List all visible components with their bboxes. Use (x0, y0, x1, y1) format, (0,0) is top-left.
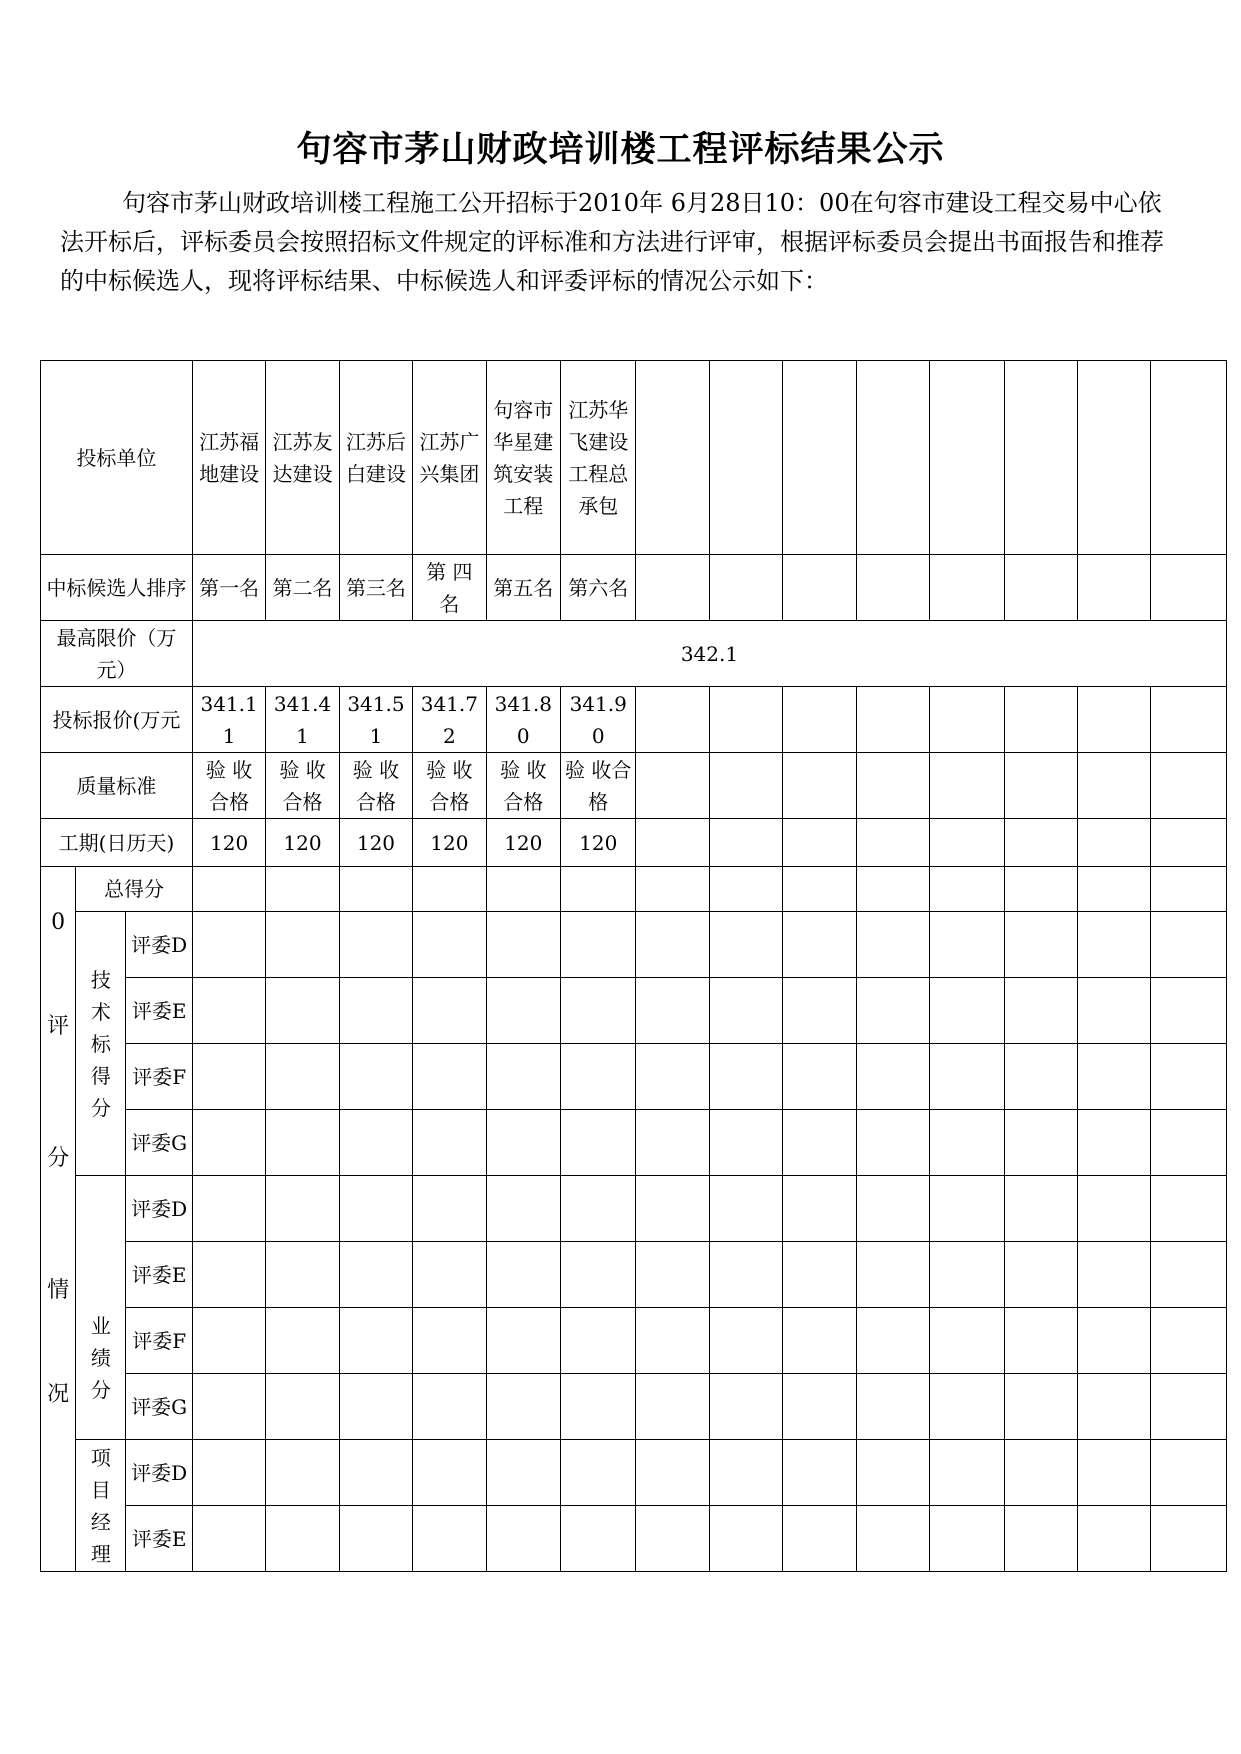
duration-cell: 120 (561, 819, 636, 867)
empty-cell (1077, 1044, 1150, 1110)
empty-cell (856, 753, 929, 819)
empty-cell (561, 1242, 636, 1308)
empty-cell (636, 1044, 709, 1110)
empty-cell (856, 1440, 929, 1506)
empty-cell (709, 1308, 782, 1374)
duration-label: 工期(日历天) (41, 819, 193, 867)
empty-cell (709, 555, 782, 621)
empty-cell (856, 912, 929, 978)
empty-cell (1151, 753, 1227, 819)
empty-cell (1151, 819, 1227, 867)
empty-cell (1151, 912, 1227, 978)
empty-cell (930, 1308, 1004, 1374)
empty-cell (1004, 1440, 1077, 1506)
empty-cell (636, 753, 709, 819)
bid-price-cell: 341.72 (413, 687, 486, 753)
empty-cell (1004, 687, 1077, 753)
empty-cell (266, 867, 339, 912)
empty-cell (856, 1308, 929, 1374)
empty-cell (413, 1506, 486, 1572)
empty-cell (192, 1374, 265, 1440)
bidder-name: 江苏广兴集团 (413, 361, 486, 555)
empty-cell (856, 1044, 929, 1110)
empty-cell (1077, 1110, 1150, 1176)
bidder-name: 句容市华星建筑安装工程 (486, 361, 560, 555)
empty-cell (1004, 753, 1077, 819)
empty-cell (339, 1374, 412, 1440)
rank-cell: 第一名 (192, 555, 265, 621)
empty-cell (636, 1374, 709, 1440)
empty-cell (783, 912, 856, 978)
empty-cell (266, 978, 339, 1044)
section-char: 0 (51, 910, 66, 935)
empty-cell (709, 1110, 782, 1176)
empty-cell (856, 1110, 929, 1176)
max-price-value: 342.1 (192, 621, 1226, 687)
empty-cell (636, 1308, 709, 1374)
empty-cell (1151, 1506, 1227, 1572)
empty-cell (266, 1506, 339, 1572)
empty-cell (783, 1110, 856, 1176)
empty-cell (636, 978, 709, 1044)
empty-cell (1151, 555, 1227, 621)
max-price-row (41, 621, 1227, 687)
section-char: 评 (47, 1014, 70, 1039)
empty-cell (413, 1110, 486, 1176)
empty-cell (709, 1506, 782, 1572)
empty-cell (339, 1044, 412, 1110)
empty-cell (486, 1440, 560, 1506)
empty-cell (266, 1110, 339, 1176)
empty-cell (1004, 819, 1077, 867)
empty-cell (709, 1242, 782, 1308)
empty-cell (783, 819, 856, 867)
empty-cell (1077, 1176, 1150, 1242)
empty-cell (266, 1044, 339, 1110)
empty-cell (561, 1374, 636, 1440)
project-manager-text: 项目经理 (90, 1445, 111, 1566)
perf-judge-row (41, 1308, 1227, 1374)
total-score-row (41, 867, 1227, 912)
bidders-label: 投标单位 (41, 361, 193, 555)
empty-cell (709, 687, 782, 753)
empty-cell (636, 555, 709, 621)
quality-cell: 验 收合格 (192, 753, 265, 819)
empty-cell (930, 1176, 1004, 1242)
empty-cell (339, 1440, 412, 1506)
empty-cell (930, 361, 1004, 555)
empty-cell (930, 819, 1004, 867)
empty-cell (486, 1242, 560, 1308)
judge-label: 评委E (126, 978, 192, 1044)
empty-cell (1077, 1308, 1150, 1374)
quality-row (41, 753, 1227, 819)
empty-cell (783, 1308, 856, 1374)
empty-cell (1004, 867, 1077, 912)
empty-cell (856, 361, 929, 555)
duration-row (41, 819, 1227, 867)
empty-cell (486, 1374, 560, 1440)
bidder-name: 江苏友达建设 (266, 361, 339, 555)
empty-cell (1077, 1506, 1150, 1572)
bid-price-cell: 341.80 (486, 687, 560, 753)
section-char: 分 (47, 1146, 70, 1171)
empty-cell (1077, 1242, 1150, 1308)
empty-cell (636, 1506, 709, 1572)
bid-price-label: 投标报价(万元 (41, 687, 193, 753)
empty-cell (339, 867, 412, 912)
empty-cell (709, 1044, 782, 1110)
empty-cell (1077, 1374, 1150, 1440)
empty-cell (783, 1176, 856, 1242)
empty-cell (930, 687, 1004, 753)
empty-cell (930, 867, 1004, 912)
section-char: 情 (47, 1278, 70, 1303)
empty-cell (636, 1176, 709, 1242)
bid-price-cell: 341.90 (561, 687, 636, 753)
empty-cell (1004, 1374, 1077, 1440)
empty-cell (561, 867, 636, 912)
empty-cell (339, 1176, 412, 1242)
quality-cell: 验 收合格 (266, 753, 339, 819)
empty-cell (636, 912, 709, 978)
empty-cell (1151, 1308, 1227, 1374)
bid-results-table (40, 360, 1227, 1572)
judge-label: 评委G (126, 1110, 192, 1176)
rank-row (41, 555, 1227, 621)
empty-cell (1077, 819, 1150, 867)
empty-cell (856, 1374, 929, 1440)
duration-cell: 120 (266, 819, 339, 867)
empty-cell (709, 912, 782, 978)
empty-cell (930, 1506, 1004, 1572)
empty-cell (266, 1176, 339, 1242)
empty-cell (930, 1242, 1004, 1308)
quality-cell: 验 收合格 (413, 753, 486, 819)
empty-cell (1151, 1374, 1227, 1440)
empty-cell (930, 1044, 1004, 1110)
empty-cell (486, 1506, 560, 1572)
manager-judge-row (41, 1506, 1227, 1572)
empty-cell (709, 867, 782, 912)
rank-cell: 第 四名 (413, 555, 486, 621)
empty-cell (856, 867, 929, 912)
empty-cell (192, 1506, 265, 1572)
empty-cell (636, 1440, 709, 1506)
empty-cell (192, 978, 265, 1044)
empty-cell (192, 912, 265, 978)
empty-cell (339, 1506, 412, 1572)
rank-cell: 第五名 (486, 555, 560, 621)
empty-cell (561, 1044, 636, 1110)
empty-cell (192, 1176, 265, 1242)
empty-cell (486, 1176, 560, 1242)
empty-cell (636, 687, 709, 753)
empty-cell (636, 361, 709, 555)
empty-cell (783, 1242, 856, 1308)
empty-cell (266, 1440, 339, 1506)
tech-judge-row (41, 978, 1227, 1044)
empty-cell (339, 1242, 412, 1308)
empty-cell (783, 1440, 856, 1506)
empty-cell (856, 687, 929, 753)
empty-cell (783, 555, 856, 621)
empty-cell (1077, 555, 1150, 621)
empty-cell (1004, 1308, 1077, 1374)
rank-label: 中标候选人排序 (41, 555, 193, 621)
empty-cell (1004, 978, 1077, 1044)
empty-cell (636, 1110, 709, 1176)
performance-score-label (76, 1176, 126, 1440)
manager-judge-row (41, 1440, 1227, 1506)
bid-price-row (41, 687, 1227, 753)
judge-label: 评委F (126, 1308, 192, 1374)
empty-cell (1077, 753, 1150, 819)
empty-cell (783, 361, 856, 555)
empty-cell (709, 1374, 782, 1440)
empty-cell (1077, 361, 1150, 555)
empty-cell (561, 912, 636, 978)
perf-judge-row (41, 1242, 1227, 1308)
empty-cell (1004, 1044, 1077, 1110)
perf-judge-row (41, 1176, 1227, 1242)
tech-score-text: 技术标得分 (90, 967, 111, 1120)
empty-cell (192, 1308, 265, 1374)
bidder-name: 江苏后白建设 (339, 361, 412, 555)
empty-cell (486, 912, 560, 978)
rank-cell: 第六名 (561, 555, 636, 621)
empty-cell (561, 1506, 636, 1572)
empty-cell (1077, 978, 1150, 1044)
empty-cell (930, 555, 1004, 621)
empty-cell (783, 1374, 856, 1440)
empty-cell (856, 978, 929, 1044)
empty-cell (561, 1440, 636, 1506)
empty-cell (856, 555, 929, 621)
tech-judge-row (41, 1110, 1227, 1176)
project-manager-label (76, 1440, 126, 1572)
empty-cell (930, 912, 1004, 978)
empty-cell (413, 912, 486, 978)
empty-cell (266, 912, 339, 978)
duration-cell: 120 (486, 819, 560, 867)
empty-cell (413, 1176, 486, 1242)
empty-cell (413, 867, 486, 912)
empty-cell (783, 1044, 856, 1110)
empty-cell (1004, 912, 1077, 978)
empty-cell (486, 1110, 560, 1176)
empty-cell (1151, 1242, 1227, 1308)
empty-cell (1004, 555, 1077, 621)
empty-cell (930, 1440, 1004, 1506)
empty-cell (266, 1242, 339, 1308)
section-char: 况 (47, 1382, 70, 1407)
empty-cell (413, 1044, 486, 1110)
empty-cell (1151, 1176, 1227, 1242)
bid-price-cell: 341.11 (192, 687, 265, 753)
empty-cell (930, 1374, 1004, 1440)
bidders-row (41, 361, 1227, 555)
empty-cell (1004, 1110, 1077, 1176)
empty-cell (1077, 867, 1150, 912)
empty-cell (1077, 1440, 1150, 1506)
empty-cell (856, 819, 929, 867)
empty-cell (1004, 1242, 1077, 1308)
bid-price-cell: 341.41 (266, 687, 339, 753)
empty-cell (561, 1308, 636, 1374)
judge-label: 评委F (126, 1044, 192, 1110)
duration-cell: 120 (192, 819, 265, 867)
empty-cell (856, 1242, 929, 1308)
empty-cell (266, 1374, 339, 1440)
empty-cell (486, 1308, 560, 1374)
judge-label: 评委E (126, 1506, 192, 1572)
empty-cell (266, 1308, 339, 1374)
empty-cell (486, 1044, 560, 1110)
empty-cell (413, 1440, 486, 1506)
bid-price-cell: 341.51 (339, 687, 412, 753)
duration-cell: 120 (413, 819, 486, 867)
quality-cell: 验 收合格 (486, 753, 560, 819)
quality-label: 质量标准 (41, 753, 193, 819)
empty-cell (413, 1242, 486, 1308)
empty-cell (709, 819, 782, 867)
empty-cell (561, 1176, 636, 1242)
judge-label: 评委E (126, 1242, 192, 1308)
empty-cell (1004, 1506, 1077, 1572)
empty-cell (709, 1440, 782, 1506)
perf-judge-row (41, 1374, 1227, 1440)
empty-cell (1151, 687, 1227, 753)
empty-cell (930, 978, 1004, 1044)
empty-cell (709, 1176, 782, 1242)
empty-cell (413, 1374, 486, 1440)
empty-cell (339, 1110, 412, 1176)
quality-cell: 验 收合格 (561, 753, 636, 819)
empty-cell (1004, 1176, 1077, 1242)
empty-cell (1004, 361, 1077, 555)
empty-cell (339, 1308, 412, 1374)
performance-score-text: 业绩分 (90, 1313, 111, 1402)
empty-cell (192, 1440, 265, 1506)
empty-cell (561, 1110, 636, 1176)
judge-label: 评委D (126, 1440, 192, 1506)
tech-judge-row (41, 1044, 1227, 1110)
empty-cell (783, 1506, 856, 1572)
empty-cell (930, 1110, 1004, 1176)
total-score-label: 总得分 (76, 867, 193, 912)
empty-cell (1151, 1044, 1227, 1110)
intro-paragraph: 句容市茅山财政培训楼工程施工公开招标于2010年 6月28日10：00在句容市建设工程交易中心依法开标后，评标委员会按照招标文件规定的评标准和方法进行评审，根据评标委员会提出书面报告和推荐的中标候选人，现将评标结果、中标候选人和评委评标的情况公示如下： (60, 189, 1164, 295)
tech-judge-row (41, 912, 1227, 978)
bidder-name: 江苏福地建设 (192, 361, 265, 555)
empty-cell (856, 1506, 929, 1572)
empty-cell (856, 1176, 929, 1242)
empty-cell (192, 1044, 265, 1110)
empty-cell (783, 867, 856, 912)
empty-cell (930, 753, 1004, 819)
empty-cell (783, 753, 856, 819)
empty-cell (636, 1242, 709, 1308)
empty-cell (192, 1110, 265, 1176)
rank-cell: 第二名 (266, 555, 339, 621)
empty-cell (636, 819, 709, 867)
empty-cell (709, 978, 782, 1044)
empty-cell (192, 1242, 265, 1308)
max-price-label: 最高限价（万元） (41, 621, 193, 687)
empty-cell (561, 978, 636, 1044)
empty-cell (783, 978, 856, 1044)
empty-cell (709, 361, 782, 555)
empty-cell (413, 1308, 486, 1374)
empty-cell (339, 912, 412, 978)
rank-cell: 第三名 (339, 555, 412, 621)
empty-cell (636, 867, 709, 912)
judge-label: 评委D (126, 1176, 192, 1242)
judge-label: 评委G (126, 1374, 192, 1440)
duration-cell: 120 (339, 819, 412, 867)
tech-score-label (76, 912, 126, 1176)
judge-label: 评委D (126, 912, 192, 978)
empty-cell (1151, 1440, 1227, 1506)
page-title: 句容市茅山财政培训楼工程评标结果公示 (296, 130, 945, 170)
empty-cell (1151, 361, 1227, 555)
quality-cell: 验 收合格 (339, 753, 412, 819)
bidder-name: 江苏华飞建设工程总承包 (561, 361, 636, 555)
empty-cell (709, 753, 782, 819)
empty-cell (486, 867, 560, 912)
empty-cell (1151, 978, 1227, 1044)
empty-cell (1151, 1110, 1227, 1176)
section-label-scoring (41, 867, 76, 1572)
empty-cell (192, 867, 265, 912)
empty-cell (1151, 867, 1227, 912)
empty-cell (413, 978, 486, 1044)
empty-cell (1077, 912, 1150, 978)
empty-cell (783, 687, 856, 753)
empty-cell (1077, 687, 1150, 753)
empty-cell (339, 978, 412, 1044)
empty-cell (486, 978, 560, 1044)
